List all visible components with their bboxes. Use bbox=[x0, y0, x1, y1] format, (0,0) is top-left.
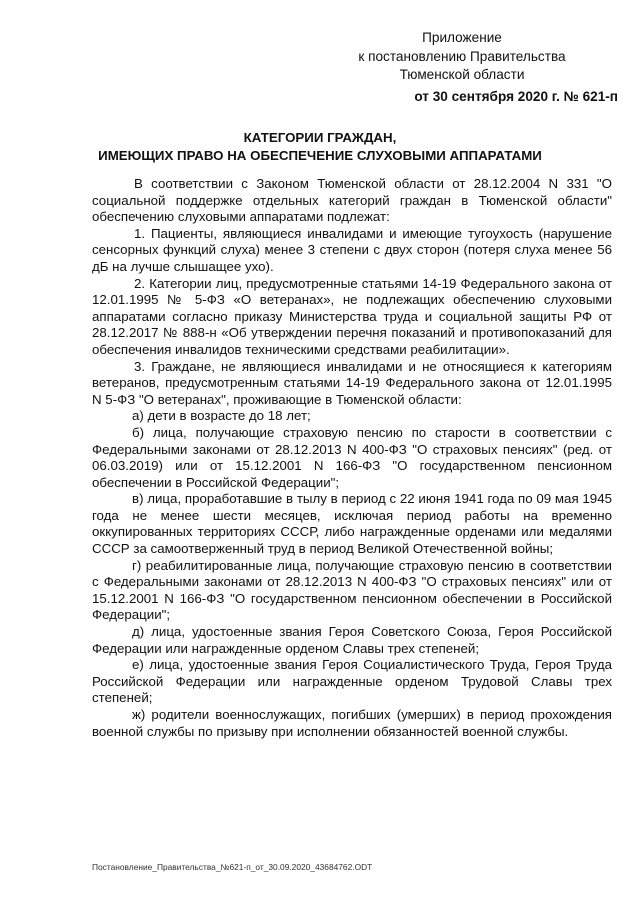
sub-item-b: б) лица, получающие страховую пенсию по старости в соответствии с Федеральными законами от 28.12.2013 N 400-ФЗ "О страховых пенсиях" (ред. от 06.03.2019) или от 15.12.2001 N 166-ФЗ "О государственном пенсионном обеспечении в Российской Федерации"; bbox=[92, 424, 612, 490]
sub-item-zh: ж) родители военнослужащих, погибших (умерших) в период прохождения военной службы по призыву при исполнении обязанностей военной службы. bbox=[92, 707, 612, 739]
sub-item-d: д) лица, удостоенные звания Героя Советского Союза, Героя Российской Федерации или награжденные орденом Славы трех степеней; bbox=[92, 624, 612, 656]
title-line-1: КАТЕГОРИИ ГРАЖДАН, bbox=[243, 130, 397, 145]
sub-item-g: г) реабилитированные лица, получающие страховую пенсию в соответствии с Федеральными законами от 28.12.2013 N 400-ФЗ "О страховых пенсиях" или от 15.12.2001 N 166-ФЗ "О государственном пенсионном обеспечении в Российской Федерации"; bbox=[92, 557, 612, 623]
appendix-resolution: к постановлению Правительства bbox=[358, 48, 566, 64]
list-item-1: 1. Пациенты, являющиеся инвалидами и имеющие тугоухость (нарушение сенсорных функций слуха) менее 3 степени с двух сторон (потеря слуха менее 56 дБ на лучше слышащее ухо). bbox=[92, 225, 612, 274]
list-item-3: 3. Граждане, не являющиеся инвалидами и не относящиеся к категориям ветеранов, предусмотренным статьями 14-19 Федерального закона от 12.01.1995 N 5-ФЗ "О ветеранах", проживающие в Тюменской области: bbox=[92, 358, 612, 407]
title-line-2: ИМЕЮЩИХ ПРАВО НА ОБЕСПЕЧЕНИЕ СЛУХОВЫМИ АППАРАТАМИ bbox=[98, 147, 542, 163]
appendix-label: Приложение bbox=[422, 30, 502, 45]
appendix-header bbox=[312, 29, 618, 106]
sub-item-e: е) лица, удостоенные звания Героя Социалистического Труда, Героя Труда Российской Федерации или награжденные орденом Трудовой Славы трех степеней; bbox=[92, 657, 612, 706]
document-body bbox=[92, 176, 612, 740]
intro-paragraph: В соответствии с Законом Тюменской области от 28.12.2004 N 331 "О социальной поддержке отдельных категорий граждан в Тюменской области" обеспечению слуховыми аппаратами подлежат: bbox=[92, 176, 612, 225]
sub-item-a: а) дети в возрасте до 18 лет; bbox=[132, 408, 311, 424]
list-item-2: 2. Категории лиц, предусмотренные статьями 14-19 Федерального закона от 12.01.1995 № 5-ФЗ «О ветеранах», не подлежащих обеспечению слуховыми аппаратами согласно приказу Министерства труда и социальной защиты РФ от 28.12.2017 № 888-н «Об утверждении перечня показаний и противопоказаний для обеспечения инвалидов техническими средствами реабилитации». bbox=[92, 275, 612, 357]
document-title bbox=[40, 129, 600, 164]
sub-item-v: в) лица, проработавшие в тылу в период с 22 июня 1941 года по 09 мая 1945 года не менее шести месяцев, исключая период работы на временно оккупированных территориях СССР, либо награжденные орденами или медалями СССР за самоотверженный труд в период Великой Отечественной войны; bbox=[92, 491, 612, 557]
appendix-region: Тюменской области bbox=[399, 67, 525, 82]
appendix-date-number: от 30 сентября 2020 г. № 621-п bbox=[414, 88, 618, 104]
footer-filename: Постановление_Правительства_№621-п_от_30.09.2020_43684762.ODT bbox=[92, 862, 373, 872]
